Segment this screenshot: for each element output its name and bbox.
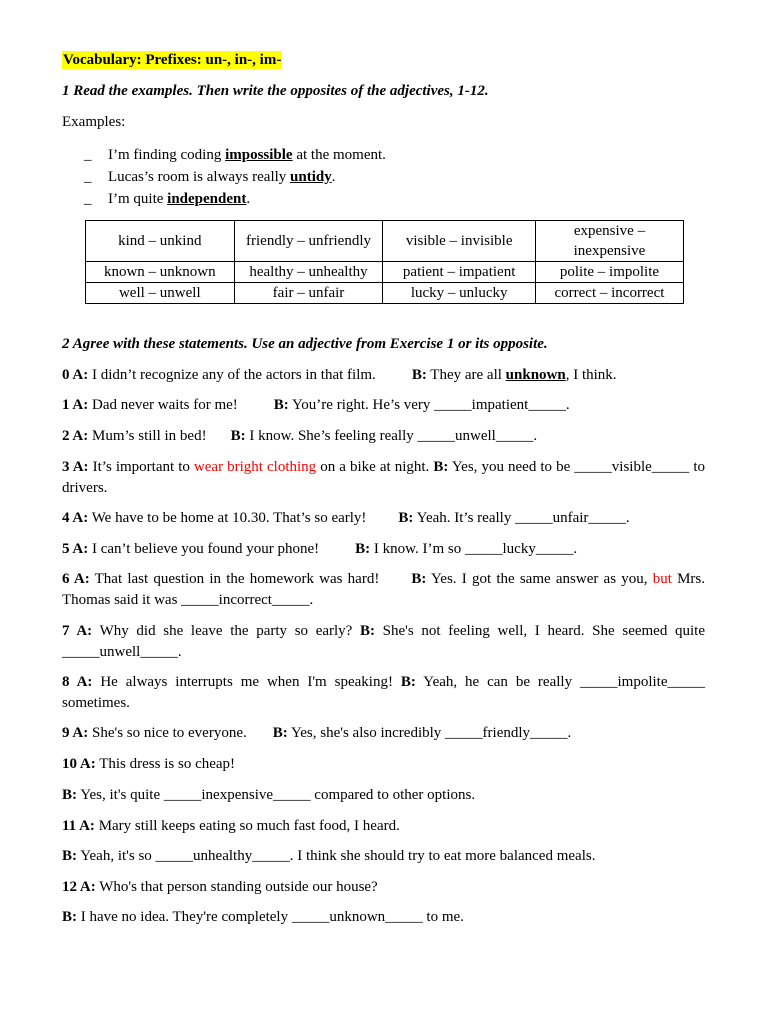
table-row	[86, 283, 684, 304]
table-cell: patient – impatient	[383, 262, 536, 283]
table-cell: correct – incorrect	[535, 283, 683, 304]
dialogue-item-6: 6 A: That last question in the homework was hard! B: Yes. I got the same answer as you, but Mrs. Thomas said it was _____incorrect_____.	[62, 571, 705, 608]
exercise2-instruction: 2 Agree with these statements. Use an adjective from Exercise 1 or its opposite.	[62, 336, 548, 352]
example-item: _ Lucas’s room is always really untidy.	[84, 169, 336, 185]
table-row	[86, 221, 684, 262]
dialogue-item-0: 0 A: I didn’t recognize any of the actors in that film. B: They are all unknown, I think.	[62, 367, 617, 383]
example-item: _ I’m finding coding impossible at the moment.	[84, 147, 386, 163]
examples-label: Examples:	[62, 114, 126, 130]
dialogue-item-1: 1 A: Dad never waits for me! B: You’re right. He’s very _____impatient_____.	[62, 397, 570, 413]
table-cell: kind – unkind	[86, 221, 235, 262]
table-cell: expensive – inexpensive	[535, 221, 683, 262]
table-cell: fair – unfair	[234, 283, 383, 304]
table-row	[86, 262, 684, 283]
table-cell: known – unknown	[86, 262, 235, 283]
table-cell: well – unwell	[86, 283, 235, 304]
dialogue-item-10-b: B: Yes, it's quite _____inexpensive_____ compared to other options.	[62, 787, 476, 803]
example-item: _ I’m quite independent.	[84, 191, 251, 207]
dialogue-item-10-a: 10 A: This dress is so cheap!	[62, 756, 236, 772]
table-cell: healthy – unhealthy	[234, 262, 383, 283]
dialogue-item-11-a: 11 A: Mary still keeps eating so much fast food, I heard.	[62, 818, 400, 834]
dialogue-item-2: 2 A: Mum’s still in bed! B: I know. She’s feeling really _____unwell_____.	[62, 428, 538, 444]
examples-list	[84, 144, 386, 210]
adjective-opposites-table	[85, 220, 684, 304]
dialogue-item-5: 5 A: I can’t believe you found your phone! B: I know. I’m so _____lucky_____.	[62, 541, 578, 557]
dialogue-item-12-a: 12 A: Who's that person standing outside our house?	[62, 879, 378, 895]
dialogue-item-12-b: B: I have no idea. They're completely _____unknown_____ to me.	[62, 909, 464, 925]
table-cell: friendly – unfriendly	[234, 221, 383, 262]
exercise1-instruction: 1 Read the examples. Then write the opposites of the adjectives, 1-12.	[62, 83, 489, 99]
dialogue-item-8: 8 A: He always interrupts me when I'm speaking! B: Yeah, he can be really _____impolite_____ sometimes.	[62, 674, 705, 711]
dialogue-item-4: 4 A: We have to be home at 10.30. That’s so early! B: Yeah. It’s really _____unfair_____.	[62, 510, 630, 526]
dialogue-item-11-b: B: Yeah, it's so _____unhealthy_____. I think she should try to eat more balanced meals.	[62, 848, 596, 864]
dialogue-item-7: 7 A: Why did she leave the party so early? B: She's not feeling well, I heard. She seemed quite _____unwell_____.	[62, 623, 705, 660]
table-cell: visible – invisible	[383, 221, 536, 262]
table-cell: lucky – unlucky	[383, 283, 536, 304]
dialogue-item-3: 3 A: It’s important to wear bright clothing on a bike at night. B: Yes, you need to be _____visible_____ to drivers.	[62, 459, 706, 496]
dialogue-item-9: 9 A: She's so nice to everyone. B: Yes, she's also incredibly _____friendly_____.	[62, 725, 572, 741]
table-cell: polite – impolite	[535, 262, 683, 283]
page-title: Vocabulary: Prefixes: un-, in-, im-	[63, 52, 282, 68]
